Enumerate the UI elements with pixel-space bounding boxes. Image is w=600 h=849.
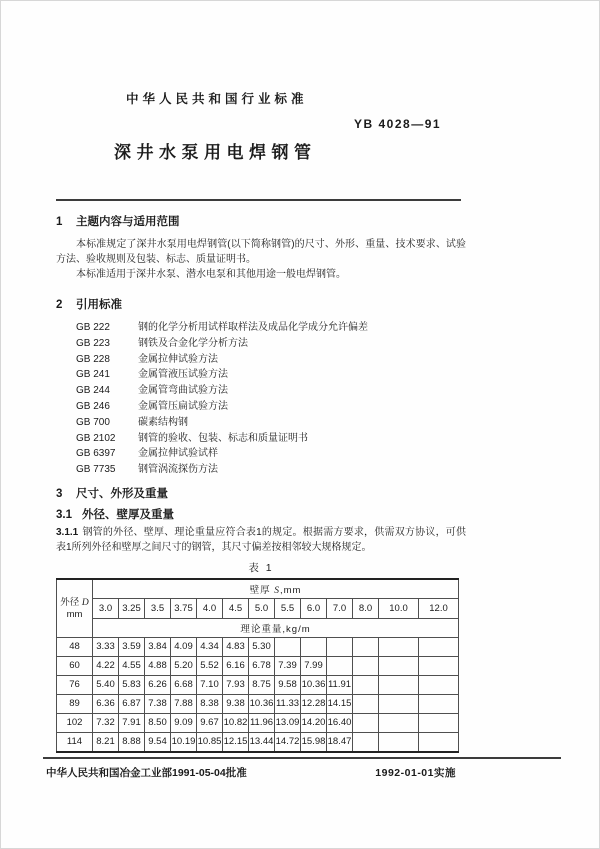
weight-cell (419, 694, 459, 713)
thickness-unit: ,mm (279, 584, 302, 596)
reference-title: 金属管液压试验方法 (138, 369, 228, 381)
section-3-title: 尺寸、外形及重量 (76, 487, 168, 500)
od-unit: mm (66, 608, 83, 620)
reference-item (56, 446, 466, 462)
reference-title: 钢管的验收、包装、标志和质量证明书 (138, 432, 308, 444)
reference-title: 金属拉伸试验试样 (138, 448, 218, 460)
section-3-1-heading (56, 506, 466, 522)
standard-number: YB 4028—91 (354, 117, 442, 131)
weight-cell: 10.36 (249, 694, 275, 713)
reference-item (56, 367, 466, 383)
weight-cell: 4.09 (171, 637, 197, 656)
weight-cell: 14.15 (327, 694, 353, 713)
weight-cell: 15.98 (301, 732, 327, 752)
weight-cell: 5.20 (171, 656, 197, 675)
weight-cell: 4.88 (145, 656, 171, 675)
reference-code: GB 2102 (76, 432, 116, 444)
table-data-row (57, 656, 459, 675)
weight-cell (327, 637, 353, 656)
footer (46, 765, 561, 780)
reference-item (56, 431, 466, 447)
document-title: 深井水泵用电焊钢管 (114, 143, 317, 162)
reference-code: GB 222 (76, 322, 110, 333)
clause-number: 3.1.1 (56, 526, 79, 538)
thickness-column-header: 4.0 (197, 598, 223, 618)
outer-diameter-cell: 48 (57, 637, 93, 656)
weight-cell (353, 637, 379, 656)
section-2-title: 引用标准 (76, 299, 122, 311)
reference-item (56, 399, 466, 415)
reference-code: GB 6397 (76, 448, 116, 460)
weight-cell (353, 713, 379, 732)
weight-cell: 8.21 (93, 732, 119, 752)
reference-code: GB 700 (76, 416, 110, 428)
table-data-row (57, 713, 459, 732)
weight-cell: 8.50 (145, 713, 171, 732)
table-header-row-1 (57, 579, 459, 599)
weight-cell: 6.36 (93, 694, 119, 713)
weight-cell: 9.58 (275, 675, 301, 694)
weight-cell: 10.85 (197, 732, 223, 752)
weight-cell: 9.09 (171, 713, 197, 732)
outer-diameter-cell: 89 (57, 694, 93, 713)
weight-cell (353, 732, 379, 752)
section-2-number: 2 (56, 299, 63, 311)
standard-type-heading: 中华人民共和国行业标准 (126, 92, 308, 106)
weight-cell: 5.52 (197, 656, 223, 675)
weight-cell: 11.96 (249, 713, 275, 732)
weight-cell: 3.84 (145, 637, 171, 656)
approval-note: 中华人民共和国冶金工业部1991-05-04批准 (46, 766, 247, 779)
thickness-column-header: 3.5 (145, 598, 171, 618)
weight-cell: 14.72 (275, 732, 301, 752)
weight-cell: 5.30 (249, 637, 275, 656)
weight-cell: 8.38 (197, 694, 223, 713)
reference-title: 金属管弯曲试验方法 (138, 385, 228, 397)
table-data-row (57, 675, 459, 694)
weight-cell: 10.82 (223, 713, 249, 732)
section-3-number: 3 (56, 487, 63, 500)
weight-cell (419, 713, 459, 732)
od-header-label: 外径 (60, 596, 82, 608)
reference-title: 金属拉伸试验方法 (138, 353, 218, 365)
thickness-column-header: 5.0 (249, 598, 275, 618)
weight-cell: 7.39 (275, 656, 301, 675)
weight-cell (379, 694, 419, 713)
weight-cell: 9.54 (145, 732, 171, 752)
weight-cell (419, 732, 459, 752)
weight-cell (379, 637, 419, 656)
weight-cell: 4.34 (197, 637, 223, 656)
table-data-row (57, 732, 459, 752)
table-1-label: 表 1 (248, 561, 274, 574)
section-3-1-title: 外径、壁厚及重量 (82, 508, 174, 521)
weight-cell: 6.68 (171, 675, 197, 694)
scope-paragraph-2: 本标准适用于深井水泵、潜水电泵和其他用途一般电焊钢管。 (76, 269, 346, 280)
scope-paragraph-1: 本标准规定了深井水泵用电焊钢管(以下简称钢管)的尺寸、外形、重量、技术要求、试验方法、验收规则及包装、标志、质量证明书。 (56, 239, 466, 265)
dimensions-weight-table (56, 578, 459, 753)
reference-item (56, 415, 466, 431)
implementation-date: 1992-01-01实施 (375, 766, 456, 779)
reference-code: GB 228 (76, 353, 110, 365)
reference-title: 钢的化学分析用试样取样法及成品化学成分允许偏差 (138, 322, 368, 333)
weight-cell: 9.67 (197, 713, 223, 732)
weight-cell: 5.40 (93, 675, 119, 694)
weight-cell: 10.19 (171, 732, 197, 752)
weight-cell: 7.32 (93, 713, 119, 732)
thickness-column-header: 8.0 (353, 598, 379, 618)
thickness-column-header: 3.75 (171, 598, 197, 618)
weight-cell (353, 656, 379, 675)
weight-cell: 8.88 (119, 732, 145, 752)
outer-diameter-cell: 60 (57, 656, 93, 675)
weight-cell: 13.44 (249, 732, 275, 752)
weight-cell: 4.83 (223, 637, 249, 656)
weight-cell (353, 675, 379, 694)
table-data-row (57, 694, 459, 713)
reference-item (56, 336, 466, 352)
weight-cell: 11.33 (275, 694, 301, 713)
footer-rule (43, 757, 561, 759)
theoretical-weight-header-cell: 理论重量,kg/m (93, 618, 459, 637)
weight-cell: 3.33 (93, 637, 119, 656)
table-data-row (57, 637, 459, 656)
weight-cell: 11.91 (327, 675, 353, 694)
thickness-column-header: 5.5 (275, 598, 301, 618)
section-3-1-number: 3.1 (56, 508, 72, 521)
thickness-column-header: 4.5 (223, 598, 249, 618)
weight-cell: 12.15 (223, 732, 249, 752)
weight-cell: 7.38 (145, 694, 171, 713)
weight-cell: 5.83 (119, 675, 145, 694)
weight-cell: 6.16 (223, 656, 249, 675)
weight-cell: 13.09 (275, 713, 301, 732)
weight-cell: 12.28 (301, 694, 327, 713)
reference-title: 钢铁及合金化学分析方法 (138, 337, 248, 349)
reference-title: 碳素结构钢 (138, 416, 188, 428)
weight-cell: 7.10 (197, 675, 223, 694)
reference-item (56, 352, 466, 368)
outer-diameter-cell: 76 (57, 675, 93, 694)
thickness-column-header: 3.25 (119, 598, 145, 618)
thickness-column-header: 6.0 (301, 598, 327, 618)
reference-code: GB 223 (76, 337, 110, 349)
reference-item (56, 383, 466, 399)
weight-cell: 4.55 (119, 656, 145, 675)
weight-cell (419, 675, 459, 694)
weight-cell: 6.26 (145, 675, 171, 694)
weight-cell: 6.87 (119, 694, 145, 713)
weight-cell: 18.47 (327, 732, 353, 752)
reference-title: 钢管涡流探伤方法 (138, 464, 218, 476)
wall-thickness-header-cell (93, 579, 459, 599)
weight-cell (379, 675, 419, 694)
thickness-column-header: 3.0 (93, 598, 119, 618)
weight-cell: 8.75 (249, 675, 275, 694)
table-header-row-3 (57, 618, 459, 637)
thickness-column-header: 10.0 (379, 598, 419, 618)
reference-item (56, 320, 466, 336)
document-body (56, 213, 466, 753)
weight-cell: 10.36 (301, 675, 327, 694)
weight-cell (379, 656, 419, 675)
od-symbol: D (81, 597, 89, 608)
reference-item (56, 462, 466, 478)
thickness-values-row (57, 598, 459, 618)
weight-cell (275, 637, 301, 656)
reference-code: GB 7735 (76, 464, 116, 476)
weight-cell (353, 694, 379, 713)
reference-title: 金属管压扁试验方法 (138, 400, 228, 412)
weight-cell: 7.88 (171, 694, 197, 713)
weight-cell (379, 713, 419, 732)
section-3-heading (56, 485, 466, 501)
weight-cell (301, 637, 327, 656)
weight-cell (327, 656, 353, 675)
reference-code: GB 246 (76, 400, 110, 412)
section-1-heading (56, 213, 466, 229)
weight-cell: 3.59 (119, 637, 145, 656)
weight-cell: 4.22 (93, 656, 119, 675)
weight-cell: 7.99 (301, 656, 327, 675)
section-2-heading (56, 296, 466, 312)
thickness-symbol: S (274, 585, 280, 596)
thickness-header-label: 壁厚 (249, 584, 275, 596)
weight-cell: 14.20 (301, 713, 327, 732)
thickness-column-header: 12.0 (419, 598, 459, 618)
outer-diameter-header-cell (57, 579, 93, 638)
weight-cell (419, 656, 459, 675)
reference-code: GB 241 (76, 369, 110, 381)
outer-diameter-cell: 114 (57, 732, 93, 752)
section-1-title: 主题内容与适用范围 (76, 216, 180, 228)
header-rule (56, 199, 461, 201)
clause-3-1-1 (56, 525, 466, 555)
weight-cell (379, 732, 419, 752)
weight-cell (419, 637, 459, 656)
weight-cell: 16.40 (327, 713, 353, 732)
weight-cell: 6.78 (249, 656, 275, 675)
weight-cell: 7.93 (223, 675, 249, 694)
reference-standards-list (56, 320, 466, 478)
outer-diameter-cell: 102 (57, 713, 93, 732)
section-1-number: 1 (56, 216, 63, 228)
reference-code: GB 244 (76, 385, 110, 397)
weight-cell: 9.38 (223, 694, 249, 713)
thickness-column-header: 7.0 (327, 598, 353, 618)
weight-cell: 7.91 (119, 713, 145, 732)
clause-text: 钢管的外径、壁厚、理论重量应符合表1的规定。根据需方要求，供需双方协议，可供表1所列外径和壁厚之间尺寸的钢管，其尺寸偏差按相邻较大规格规定。 (56, 526, 466, 553)
